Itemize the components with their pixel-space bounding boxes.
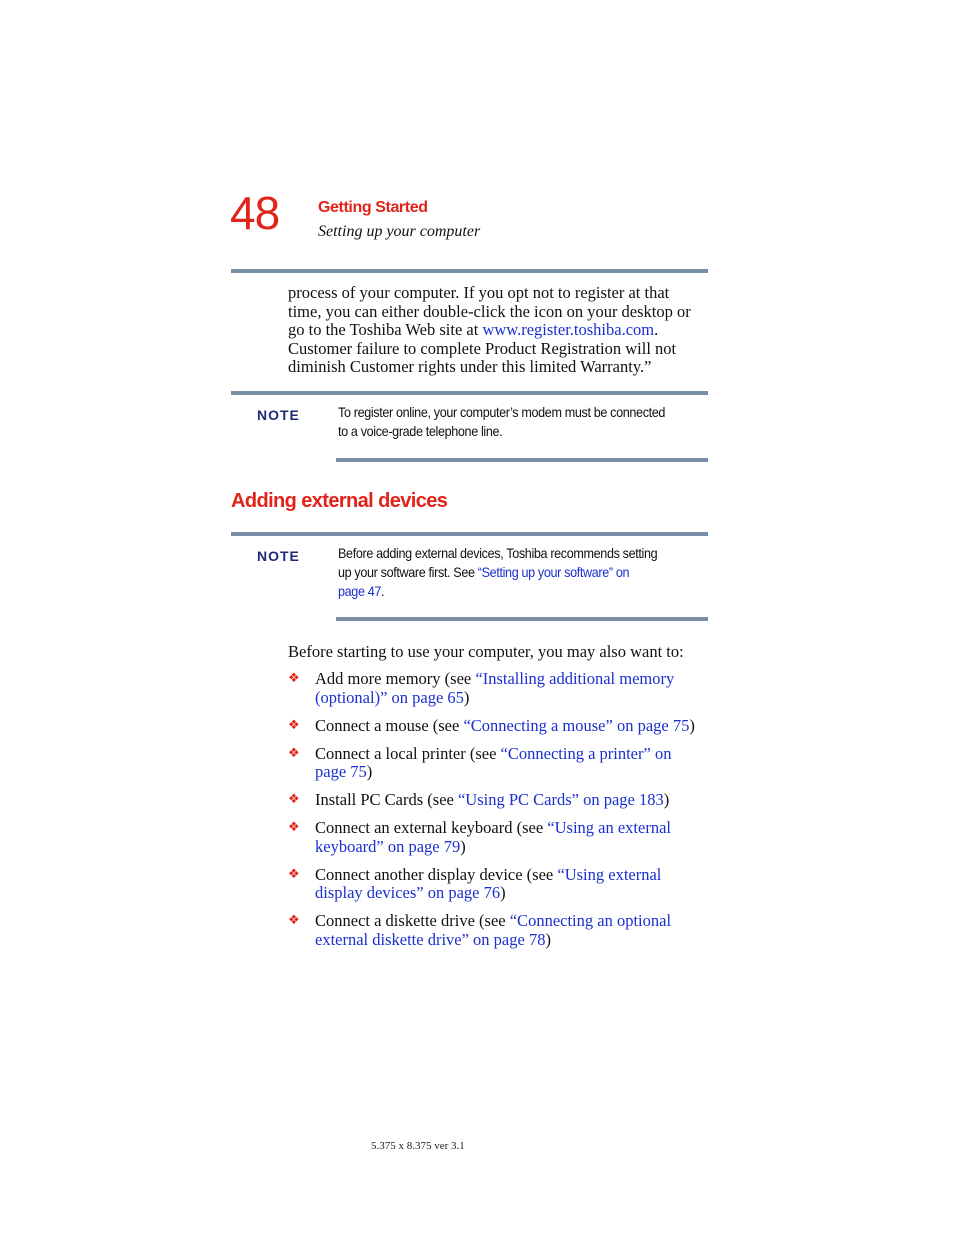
paragraph-line: process of your computer. If you opt not to register at that <box>288 283 670 302</box>
note1-label: NOTE <box>257 407 300 423</box>
list-item <box>288 791 718 810</box>
list-item <box>288 819 718 856</box>
note1-text <box>338 403 712 441</box>
cross-reference-link[interactable]: “Using external <box>557 864 662 884</box>
cross-reference-link[interactable]: “Using PC Cards” on page 183 <box>457 790 664 810</box>
cross-reference-link[interactable]: “Connecting a mouse” on page 75 <box>463 715 690 735</box>
header-rule <box>231 269 708 273</box>
item-text: ) <box>366 762 373 782</box>
note-line <box>338 563 712 582</box>
item-text: Connect another display device (see <box>315 864 558 884</box>
item-text: ) <box>500 883 506 903</box>
list-item <box>288 745 718 782</box>
note1-bottom-rule <box>336 458 708 462</box>
cross-reference-link[interactable]: external diskette drive” on page 78 <box>315 929 546 949</box>
note2-text <box>338 544 712 601</box>
toshiba-registration-link[interactable]: www.register.toshiba.com <box>482 320 655 340</box>
item-text: Connect a mouse (see <box>315 715 464 735</box>
item-text: ) <box>689 715 695 735</box>
device-list <box>288 670 718 959</box>
item-text: ) <box>460 836 466 856</box>
note2-top-rule <box>231 532 708 536</box>
intro-text: Before starting to use your computer, you may also want to: <box>288 642 684 661</box>
diamond-bullet-icon: ❖ <box>288 745 300 761</box>
paragraph-text: . <box>654 320 659 340</box>
paragraph-line <box>288 321 718 340</box>
cross-reference-link[interactable]: “Installing additional memory <box>475 669 675 688</box>
item-text: Connect an external keyboard (see <box>315 818 548 838</box>
note-line: To register online, your computer’s modem must be connected <box>338 404 666 420</box>
diamond-bullet-icon: ❖ <box>288 671 300 686</box>
item-text: ) <box>545 929 551 949</box>
note-text: . <box>381 583 385 599</box>
diamond-bullet-icon: ❖ <box>288 913 300 929</box>
cross-reference-link[interactable]: page 75 <box>315 762 367 782</box>
cross-reference-link[interactable]: “Connecting an optional <box>509 911 672 931</box>
paragraph-line: Customer failure to complete Product Registration will not <box>288 338 677 358</box>
list-item <box>288 912 718 949</box>
section-subtitle: Setting up your computer <box>318 223 481 240</box>
setting-up-software-link-page[interactable]: page 47 <box>338 583 382 599</box>
item-text: Add more memory (see <box>315 669 476 688</box>
cross-reference-link[interactable]: keyboard” on page 79 <box>315 836 461 856</box>
note-line <box>338 582 712 601</box>
item-text: Connect a local printer (see <box>315 743 501 763</box>
setting-up-software-link[interactable]: “Setting up your software” on <box>477 564 630 580</box>
footer-version: 5.375 x 8.375 ver 3.1 <box>371 1140 465 1152</box>
diamond-bullet-icon: ❖ <box>288 866 300 882</box>
list-item <box>288 670 718 707</box>
note2-label: NOTE <box>257 548 300 564</box>
paragraph-line: time, you can either double-click the icon on your desktop or <box>288 301 691 321</box>
cross-reference-link[interactable]: display devices” on page 76 <box>315 883 501 903</box>
diamond-bullet-icon: ❖ <box>288 792 300 808</box>
diamond-bullet-icon: ❖ <box>288 820 300 836</box>
note1-top-rule <box>231 391 708 395</box>
section-heading: Adding external devices <box>231 490 448 512</box>
paragraph-text: go to the Toshiba Web site at <box>288 320 483 340</box>
item-text: Install PC Cards (see <box>315 790 458 810</box>
note-line: to a voice-grade telephone line. <box>338 423 503 439</box>
list-item <box>288 717 718 736</box>
warranty-paragraph <box>288 284 718 377</box>
note-line: Before adding external devices, Toshiba recommends setting <box>338 545 658 561</box>
page-number: 48 <box>230 187 280 239</box>
cross-reference-link[interactable]: “Connecting a printer” on <box>500 743 672 763</box>
item-text: ) <box>663 790 670 810</box>
cross-reference-link[interactable]: “Using an external <box>547 818 671 838</box>
item-text: ) <box>463 687 470 707</box>
diamond-bullet-icon: ❖ <box>288 717 300 733</box>
list-item <box>288 866 718 903</box>
note2-bottom-rule <box>336 617 708 621</box>
note-text: up your software first. See <box>338 564 478 580</box>
cross-reference-link[interactable]: (optional)” on page 65 <box>315 687 464 707</box>
item-text: Connect a diskette drive (see <box>315 911 510 931</box>
chapter-title: Getting Started <box>318 199 428 216</box>
paragraph-line: diminish Customer rights under this limited Warranty.” <box>288 357 652 377</box>
